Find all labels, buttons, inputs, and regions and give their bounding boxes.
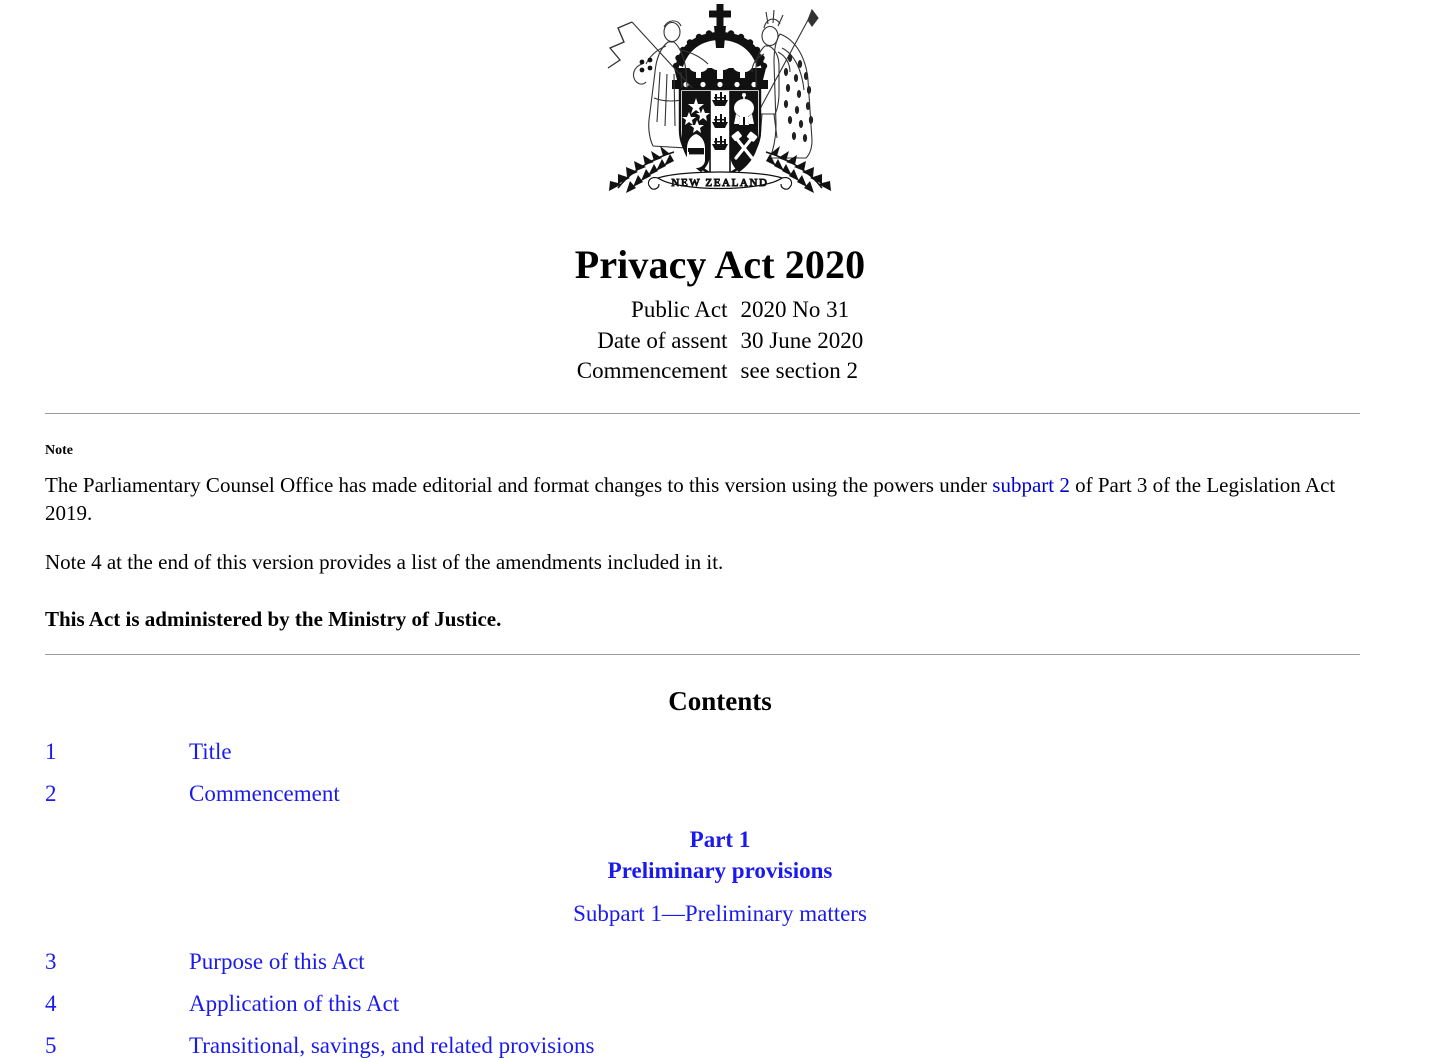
note-paragraph-editorial [45,471,1360,527]
toc-section-number: 1 [45,739,57,765]
toc-section-link[interactable]: Purpose of this Act [189,949,365,975]
toc-row[interactable] [0,1034,1440,1057]
metadata-row-public-act [577,295,863,325]
toc-section-number: 4 [45,991,57,1017]
metadata-value-public-act: 2020 No 31 [740,297,850,323]
contents-heading: Contents [668,686,772,717]
note-paragraph-text-before: The Parliamentary Counsel Office has made editorial and format changes to this version using the powers under [45,472,993,497]
metadata-label-commencement: Commencement [576,357,728,383]
toc-part-heading[interactable] [0,825,1440,886]
divider-above-note [45,413,1360,414]
toc-row[interactable] [0,782,1440,805]
nz-coat-of-arms-icon [602,2,838,210]
act-metadata-table [577,295,863,386]
table-of-contents [0,740,1440,1057]
metadata-label-public-act: Public Act [631,297,728,323]
toc-section-link[interactable]: Title [189,739,232,765]
note-label: Note [45,443,73,459]
toc-section-link[interactable]: Transitional, savings, and related provisions [189,1033,595,1058]
toc-row[interactable] [0,950,1440,973]
toc-row[interactable] [0,992,1440,1015]
coat-of-arms-container [0,0,1440,210]
toc-row[interactable] [0,740,1440,763]
metadata-row-commencement [577,356,863,386]
administering-agency-statement: This Act is administered by the Ministry of Justice. [45,607,502,632]
toc-section-number: 2 [45,781,57,807]
metadata-value-date-of-assent: 30 June 2020 [740,327,864,353]
subpart-2-link[interactable]: subpart 2 [992,472,1070,497]
toc-part-name: Preliminary provisions [607,857,833,883]
toc-section-link[interactable]: Commencement [189,781,340,807]
toc-part-number: Part 1 [689,827,751,853]
toc-subpart-heading[interactable]: Subpart 1—Preliminary matters [573,901,867,927]
note-paragraph-amendments: Note 4 at the end of this version provides a list of the amendments included in it. [45,549,724,574]
divider-above-contents [45,654,1360,655]
metadata-value-commencement: see section 2 [740,357,859,383]
metadata-row-date-of-assent [577,326,863,356]
toc-section-number: 3 [45,949,57,975]
toc-section-link[interactable]: Application of this Act [189,991,400,1017]
page-title: Privacy Act 2020 [574,242,866,287]
note-section [0,443,1440,633]
metadata-label-date-of-assent: Date of assent [597,327,728,353]
note-paragraph-text-after: of Part 3 of the Legislation Act 2019. [45,472,1336,525]
crest-scroll-text: NEW ZEALAND [671,177,769,189]
toc-section-number: 5 [45,1033,57,1058]
